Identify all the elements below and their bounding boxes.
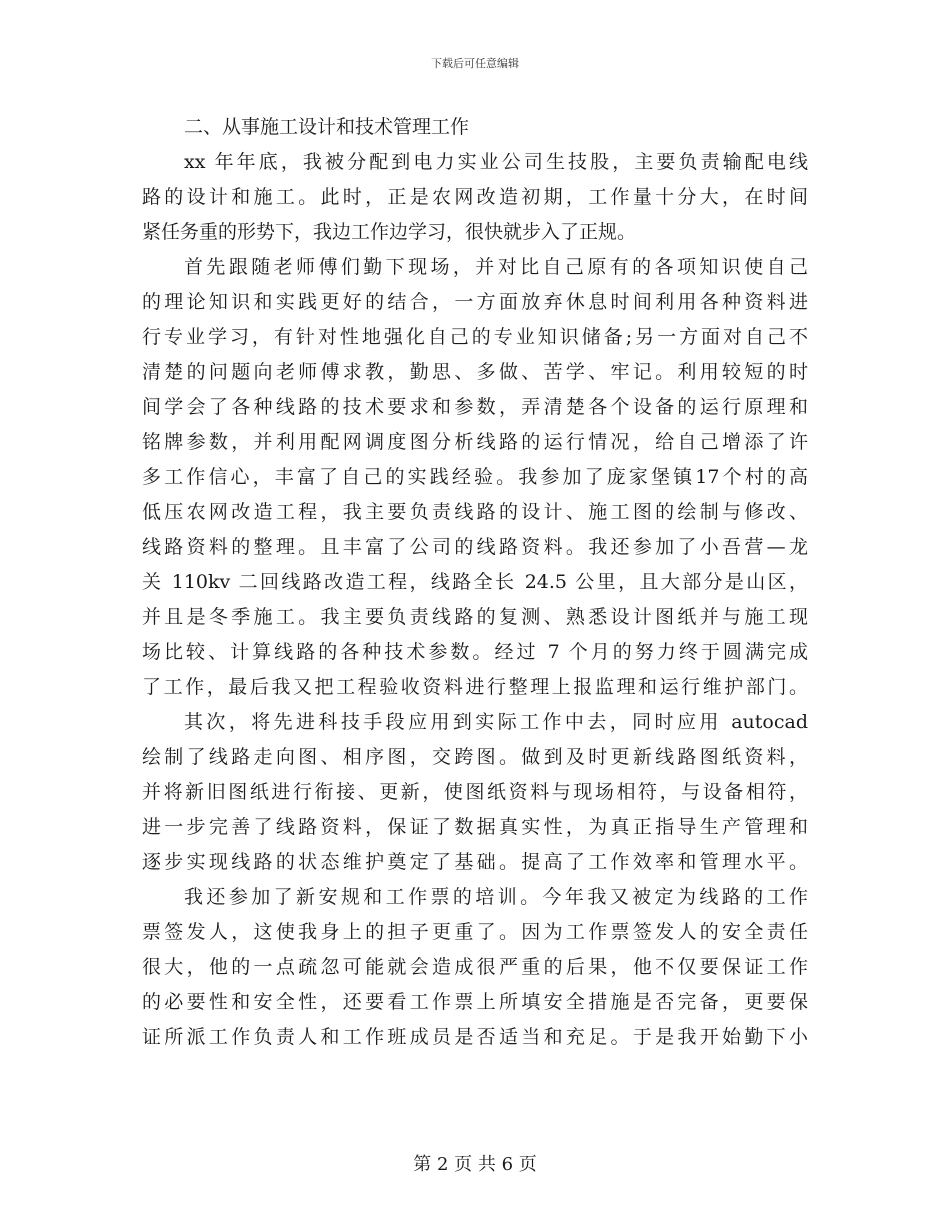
paragraph-line: 关 110kv 二回线路改造工程，线路全长 24.5 公里，且大部分是山区，	[142, 571, 808, 593]
paragraph-line: 进一步完善了线路资料，保证了数据真实性，为真正指导生产管理和	[142, 816, 808, 838]
paragraph-line: 并且是冬季施工。我主要负责线路的复测、熟悉设计图纸并与施工现	[142, 606, 808, 628]
paragraph-line: 其次，将先进科技手段应用到实际工作中去，同时应用 autocad	[184, 711, 808, 733]
paragraph-line: 行专业学习，有针对性地强化自己的专业知识储备;另一方面对自己不	[142, 326, 808, 348]
paragraph-line: 的必要性和安全性，还要看工作票上所填安全措施是否完备，更要保	[142, 991, 808, 1013]
paragraph-line: 很大，他的一点疏忽可能就会造成很严重的后果，他不仅要保证工作	[142, 956, 808, 978]
paragraph-line: 逐步实现线路的状态维护奠定了基础。提高了工作效率和管理水平。	[142, 851, 808, 873]
paragraph-line: 并将新旧图纸进行衔接、更新，使图纸资料与现场相符，与设备相符，	[142, 781, 808, 803]
section-heading: 二、从事施工设计和技术管理工作	[184, 116, 470, 138]
paragraph-line: 清楚的问题向老师傅求教，勤思、多做、苦学、牢记。利用较短的时	[142, 361, 808, 383]
paragraph-line: 紧任务重的形势下，我边工作边学习，很快就步入了正规。	[142, 221, 637, 243]
page-number: 第 2 页 共 6 页	[413, 1154, 537, 1175]
paragraph-line: 低压农网改造工程，我主要负责线路的设计、施工图的绘制与修改、	[142, 501, 808, 523]
paragraph-line: 多工作信心，丰富了自己的实践经验。我参加了庞家堡镇17个村的高	[142, 466, 808, 488]
paragraph-line: 铭牌参数，并利用配网调度图分析线路的运行情况，给自己增添了许	[142, 431, 808, 453]
paragraph-line: 场比较、计算线路的各种技术参数。经过 7 个月的努力终于圆满完成	[142, 641, 808, 663]
paragraph-line: 票签发人，这使我身上的担子更重了。因为工作票签发人的安全责任	[142, 921, 808, 943]
paragraph-line: xx 年年底，我被分配到电力实业公司生技股，主要负责输配电线	[184, 151, 808, 173]
header-note: 下载后可任意编辑	[431, 57, 519, 70]
paragraph-line: 线路资料的整理。且丰富了公司的线路资料。我还参加了小吾营—龙	[142, 536, 808, 558]
paragraph-line: 的理论知识和实践更好的结合，一方面放弃休息时间利用各种资料进	[142, 291, 808, 313]
paragraph-line: 我还参加了新安规和工作票的培训。今年我又被定为线路的工作	[184, 886, 808, 908]
paragraph-line: 了工作，最后我又把工程验收资料进行整理上报监理和运行维护部门。	[142, 676, 808, 698]
paragraph-line: 绘制了线路走向图、相序图，交跨图。做到及时更新线路图纸资料，	[142, 746, 808, 768]
document-body	[142, 110, 808, 1055]
paragraph-line: 路的设计和施工。此时，正是农网改造初期，工作量十分大，在时间	[142, 186, 808, 208]
paragraph-line: 首先跟随老师傅们勤下现场，并对比自己原有的各项知识使自己	[184, 256, 808, 278]
paragraph-line: 间学会了各种线路的技术要求和参数，弄清楚各个设备的运行原理和	[142, 396, 808, 418]
paragraph-line: 证所派工作负责人和工作班成员是否适当和充足。于是我开始勤下小	[142, 1026, 808, 1048]
